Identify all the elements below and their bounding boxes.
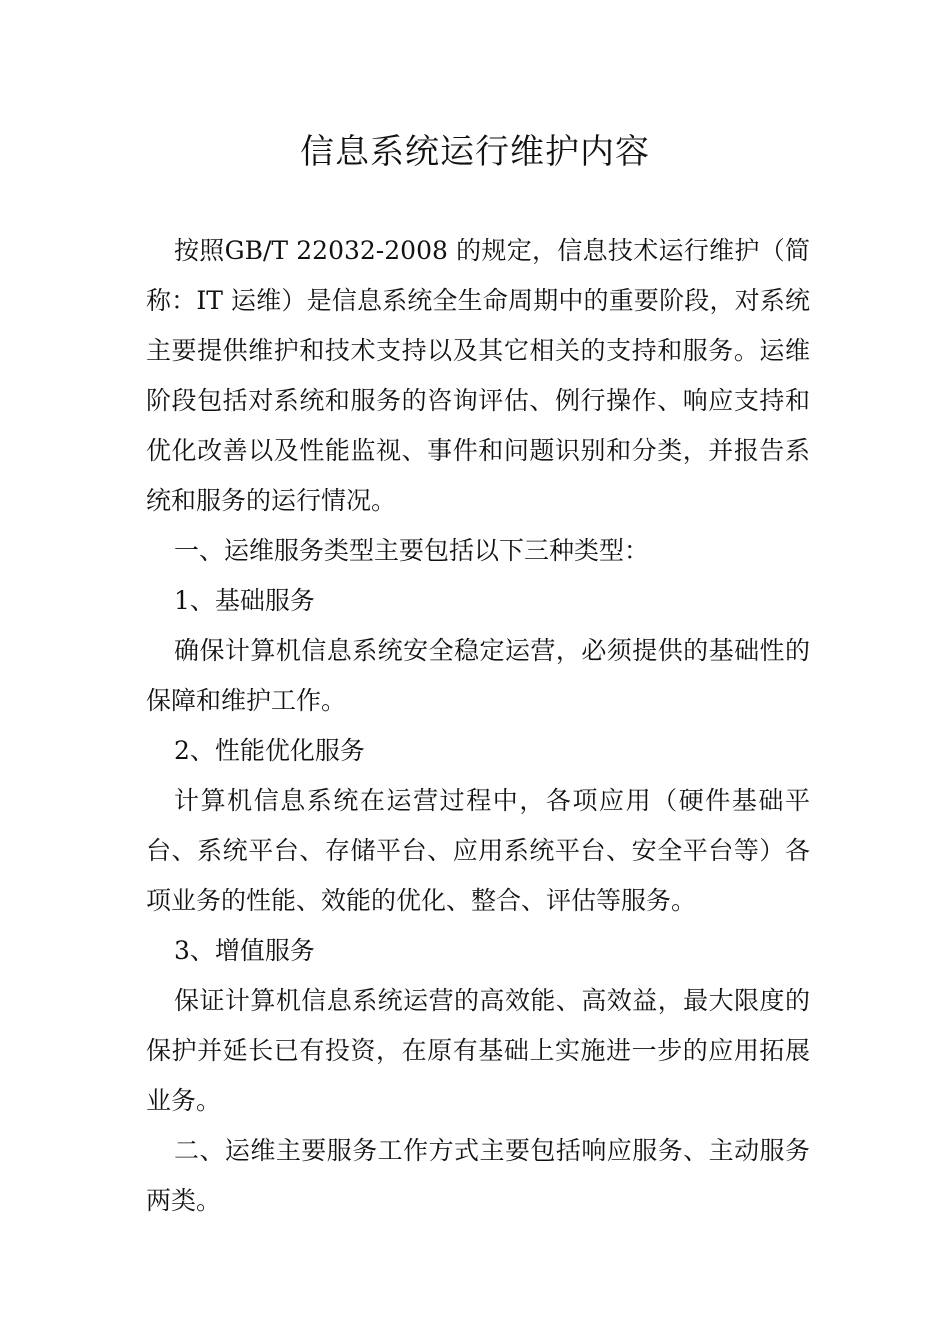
subheading-value-added-service: 3、增值服务	[174, 936, 315, 965]
document-title: 信息系统运行维护内容	[300, 132, 650, 172]
section-heading-service-types: 一、运维服务类型主要包括以下三种类型：	[174, 536, 650, 565]
paragraph-basic-service: 确保计算机信息系统安全稳定运营，必须提供的基础性的保障和维护工作。	[146, 636, 810, 715]
document-body	[146, 226, 810, 1226]
paragraph-performance-service: 计算机信息系统在运营过程中，各项应用（硬件基础平台、系统平台、存储平台、应用系统平台、安全平台等）各项业务的性能、效能的优化、整合、评估等服务。	[146, 786, 810, 915]
paragraph-value-added-service: 保证计算机信息系统运营的高效能、高效益，最大限度的保护并延长已有投资，在原有基础上实施进一步的应用拓展业务。	[146, 986, 810, 1115]
section-heading-work-modes: 二、运维主要服务工作方式主要包括响应服务、主动服务两类。	[146, 1136, 810, 1215]
subheading-basic-service: 1、基础服务	[174, 586, 315, 615]
intro-paragraph: 按照GB/T 22032-2008 的规定，信息技术运行维护（简称：IT 运维）是信息系统全生命周期中的重要阶段，对系统主要提供维护和技术支持以及其它相关的支持和服务。运维阶段包括对系统和服务的咨询评估、例行操作、响应支持和优化改善以及性能监视、事件和问题识别和分类，并报告系统和服务的运行情况。	[146, 236, 810, 515]
subheading-performance-service: 2、性能优化服务	[174, 736, 365, 765]
